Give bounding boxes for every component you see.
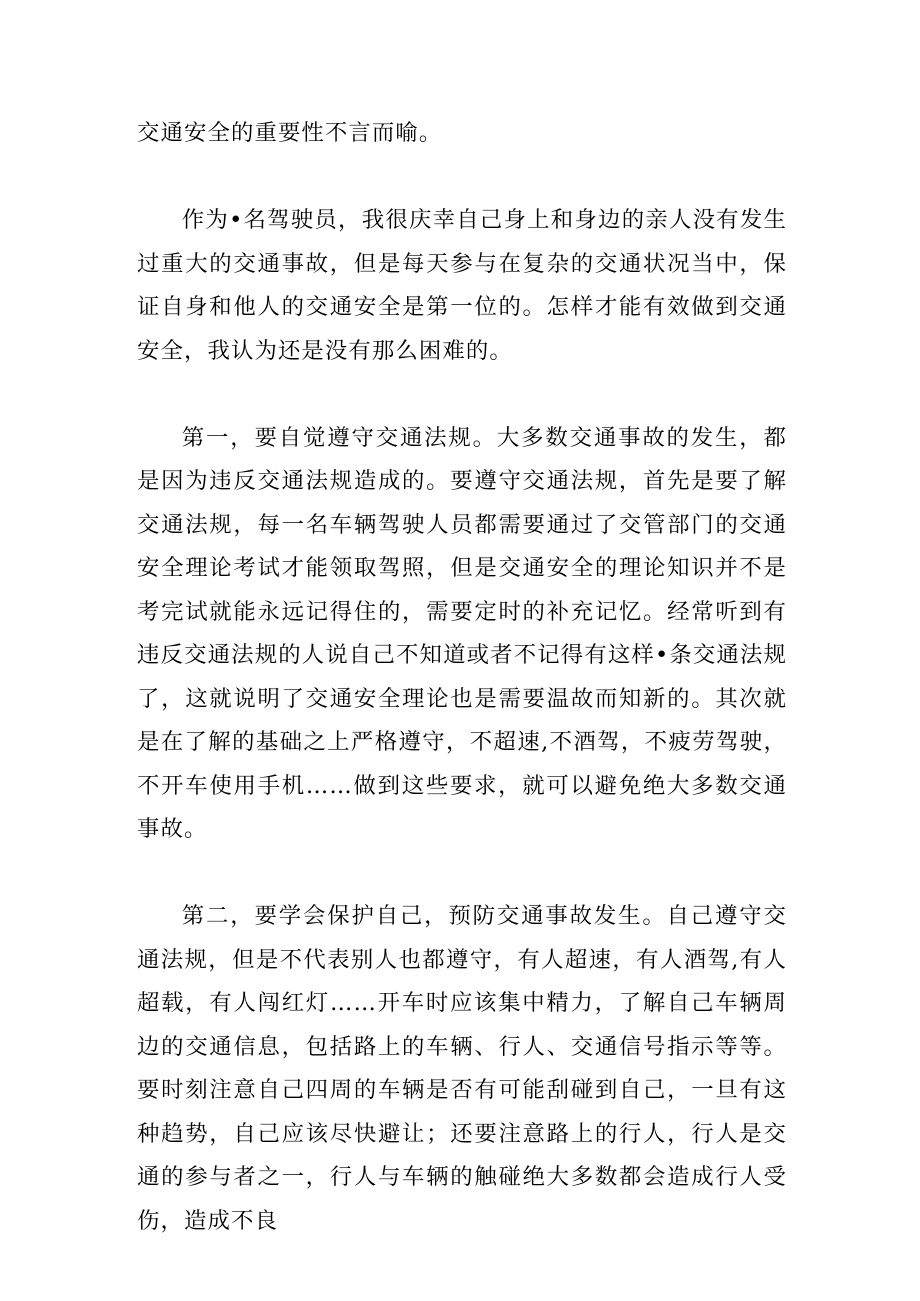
document-page bbox=[137, 112, 787, 1287]
paragraph-intro: 交通安全的重要性不言而喻。 bbox=[137, 120, 443, 146]
paragraph-driver-experience: 作为•名驾驶员，我很庆幸自己身上和身边的亲人没有发生过重大的交通事故，但是每天参与在复杂的交通状况当中，保证自身和他人的交通安全是第一位的。怎样才能有效做到交通安全，我认为还是没有那么困难的。 bbox=[137, 207, 787, 364]
paragraph-point-one: 第一，要自觉遵守交通法规。大多数交通事故的发生，都是因为违反交通法规造成的。要遵守交通法规，首先是要了解交通法规，每一名车辆驾驶人员都需要通过了交管部门的交通安全理论考试才能领取驾照，但是交通安全的理论知识并不是考完试就能永远记得住的，需要定时的补充记忆。经常听到有违反交通法规的人说自己不知道或者不记得有这样•条交通法规了，这就说明了交通安全理论也是需要温故而知新的。其次就是在了解的基础之上严格遵守，不超速,不酒驾，不疲劳驾驶，不开车使用手机……做到这些要求，就可以避免绝大多数交通事故。 bbox=[137, 424, 787, 842]
paragraph-point-two: 第二，要学会保护自己，预防交通事故发生。自己遵守交通法规，但是不代表别人也都遵守，有人超速，有人酒驾,有人超载，有人闯红灯……开车时应该集中精力，了解自己车辆周边的交通信息，包括路上的车辆、行人、交通信号指示等等。要时刻注意自己四周的车辆是否有可能刮碰到自己，一旦有这种趋势，自己应该尽快避让；还要注意路上的行人，行人是交通的参与者之一，行人与车辆的触碰绝大多数都会造成行人受伤，造成不良 bbox=[137, 903, 787, 1234]
